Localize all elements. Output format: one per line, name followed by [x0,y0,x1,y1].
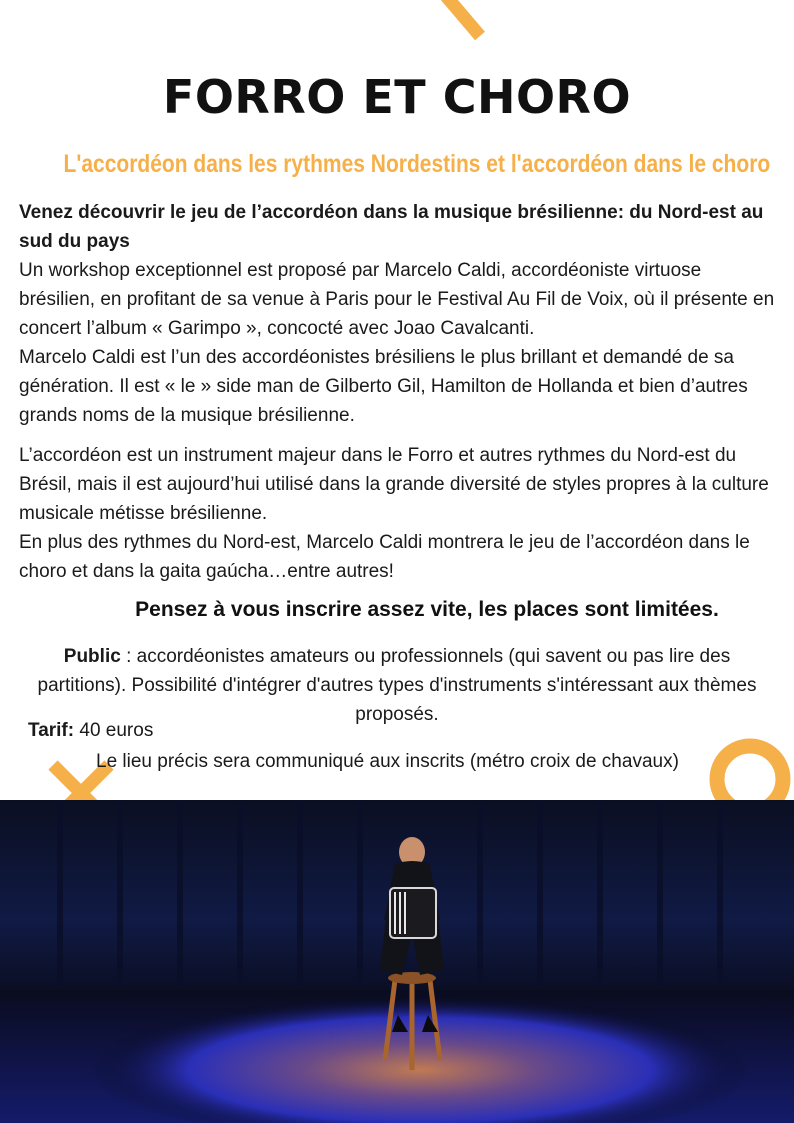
public-text: : accordéonistes amateurs ou professionnels (qui savent ou pas lire des partitions). Possibilité d'intégrer d'autres types d'instruments s'intéressant aux thèmes proposés. [37,646,757,725]
body-paragraph-1: L’accordéon est un instrument majeur dans le Forro et autres rythmes du Nord-est du Brésil, mais il est aujourd’hui utilisé dans la grande diversité de styles propres à la culture musicale métisse brésilienne. [19,445,769,524]
intro-paragraph-1: Un workshop exceptionnel est proposé par Marcelo Caldi, accordéoniste virtuose brésilien, en profitant de sa venue à Paris pour le Festival Au Fil de Voix, où il présente en concert l’album « Garimpo », concocté avec Joao Cavalcanti. [19,260,775,339]
stage-illustration [0,800,794,1123]
venue-info: Le lieu précis sera communiqué aux inscrits (métro croix de chavaux) [96,751,679,772]
page-title: FORRO ET CHORO [162,70,632,124]
page-subtitle: L'accordéon dans les rythmes Nordestins et l'accordéon dans le choro [63,150,771,178]
body-paragraph-2: En plus des rythmes du Nord-est, Marcelo Caldi montrera le jeu de l’accordéon dans le choro et dans la gaita gaúcha…entre autres! [19,532,750,582]
concert-photo [0,800,794,1123]
intro-lead: Venez découvrir le jeu de l’accordéon dans la musique brésilienne: du Nord-est au sud du pays [19,202,764,252]
intro-section [19,198,779,430]
body-section [19,441,779,586]
tarif-info [28,720,153,742]
slash-shape-icon [440,0,500,50]
public-info [20,642,774,729]
call-to-action: Pensez à vous inscrire assez vite, les places sont limitées. [135,598,719,621]
intro-paragraph-2: Marcelo Caldi est l’un des accordéonistes brésiliens le plus brillant et demandé de sa génération. Il est « le » side man de Gilberto Gil, Hamilton de Hollanda et bien d’autres grands noms de la musique brésilienne. [19,347,748,426]
tarif-value: 40 euros [74,720,154,741]
tarif-label: Tarif: [28,720,75,741]
public-label: Public [63,646,121,667]
